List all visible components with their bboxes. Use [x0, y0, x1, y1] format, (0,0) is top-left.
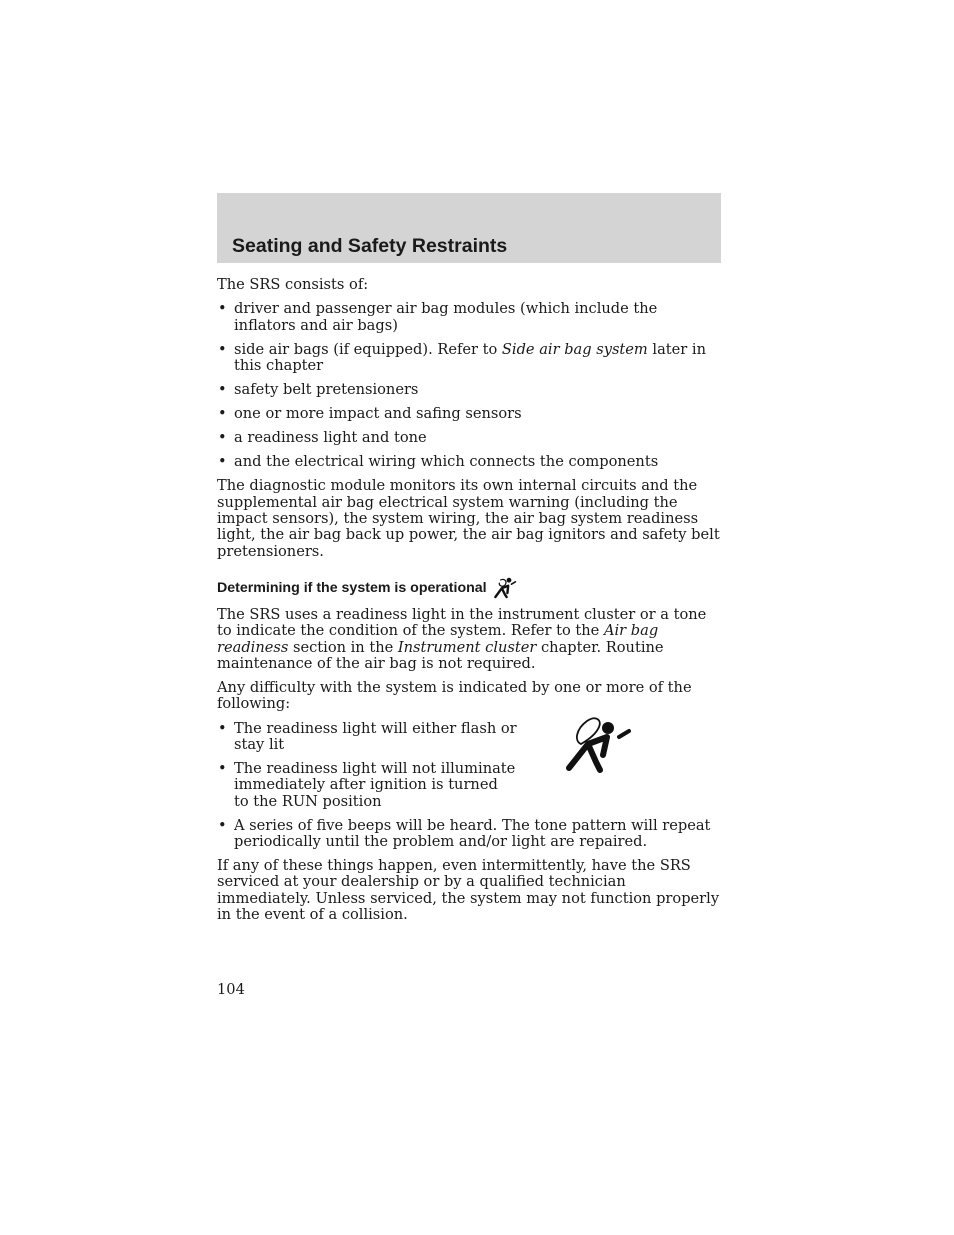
indicator-block — [217, 721, 722, 810]
page-title: Seating and Safety Restraints — [232, 235, 508, 257]
list-item: • safety belt pretensioners — [217, 382, 722, 398]
list-item: • driver and passenger air bag modules (which include the inflators and air bags) — [217, 301, 722, 334]
side-airbag-reference: Side air bag system — [501, 340, 648, 358]
list-item-side-airbag: • side air bags (if equipped). Refer to Side air bag system later in this chapter — [217, 342, 722, 375]
closing-paragraph: If any of these things happen, even intermittently, have the SRS serviced at your dealership or by a qualified technician immediately. Unless serviced, the system may not function properly in the event of a collision. — [217, 857, 720, 924]
page-content — [217, 277, 722, 931]
page-number: 104 — [217, 981, 245, 998]
indicator-list — [217, 721, 517, 810]
intro-text: The SRS consists of: — [217, 276, 369, 293]
air-bag-readiness-reference: Air bag readiness — [217, 622, 659, 656]
list-item: • and the electrical wiring which connects the components — [217, 454, 722, 470]
list-item: • The readiness light will not illuminate immediately after ignition is turned to the RUN position — [217, 761, 517, 810]
list-item: • one or more impact and safing sensors — [217, 406, 722, 422]
srs-components-list — [217, 301, 722, 470]
airbag-warning-icon — [493, 577, 517, 599]
section-heading-text: Determining if the system is operational — [217, 579, 487, 596]
list-item: • a readiness light and tone — [217, 430, 722, 446]
instrument-cluster-reference: Instrument cluster — [397, 638, 537, 656]
diagnostic-paragraph: The diagnostic module monitors its own internal circuits and the supplemental air bag electrical system warning (including the impact sensors), the system wiring, the air bag system readiness light, the air bag back up power, the air bag ignitors and safety belt pretensioners. — [217, 477, 720, 560]
difficulty-intro: Any difficulty with the system is indicated by one or more of the following: — [217, 679, 692, 713]
section-header-band — [217, 193, 721, 263]
airbag-warning-icon — [565, 715, 633, 777]
section-heading — [217, 577, 722, 599]
srs-paragraph: The SRS uses a readiness light in the instrument cluster or a tone to indicate the condition of the system. Refer to the Air bag readiness section in the Instrument cluster chapter. Routine maintenance of the air bag is not required. — [217, 605, 707, 672]
indicator-list-continued — [217, 818, 722, 851]
list-item: • The readiness light will either flash or stay lit — [217, 721, 517, 754]
list-item: • A series of five beeps will be heard. The tone pattern will repeat periodically until the problem and/or light are repaired. — [217, 818, 722, 851]
